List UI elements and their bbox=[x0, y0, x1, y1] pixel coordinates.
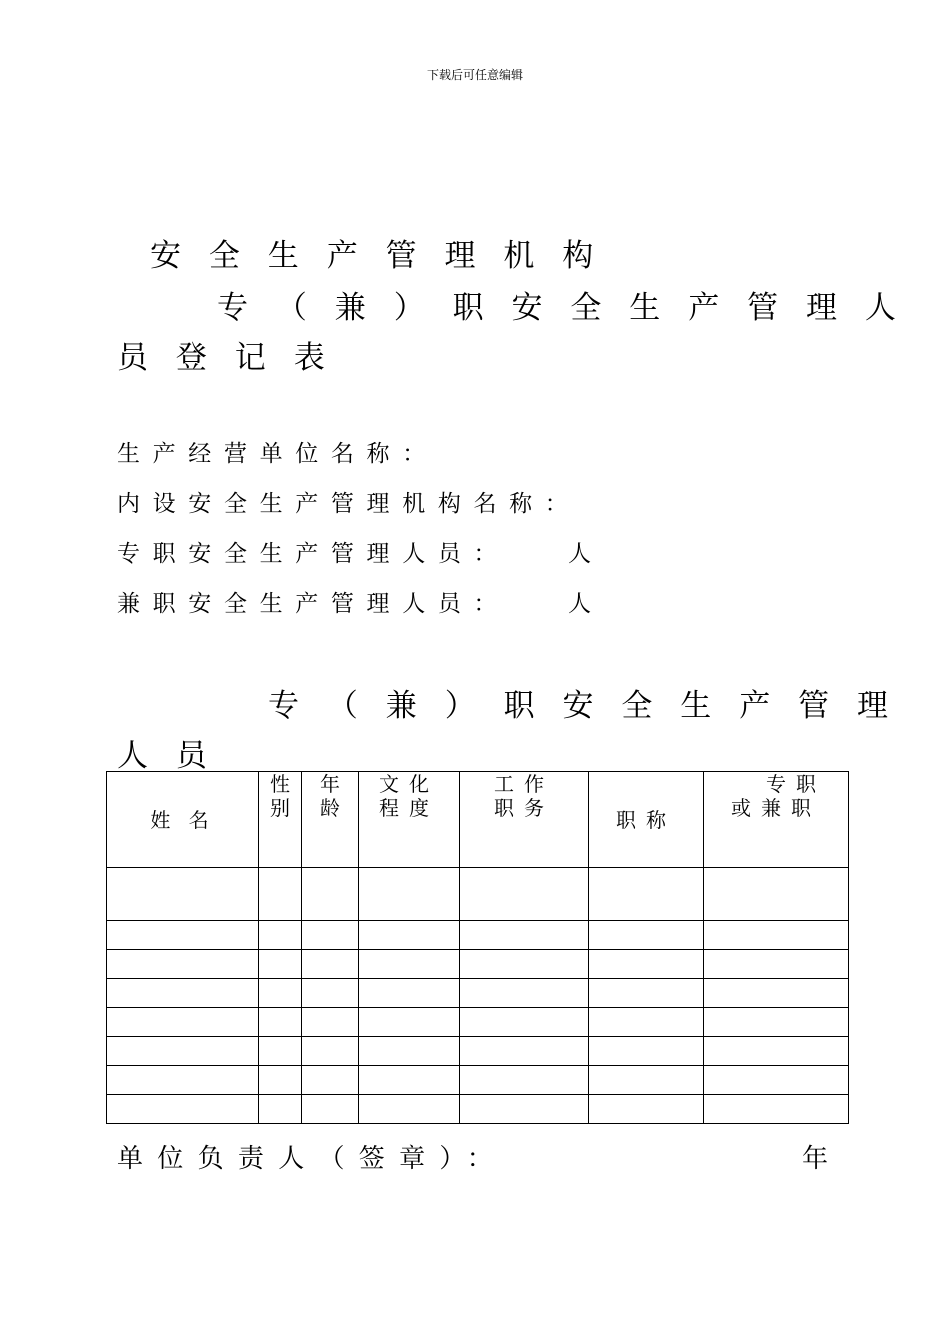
cell-age[interactable] bbox=[302, 1008, 359, 1037]
cell-name[interactable] bbox=[107, 868, 259, 921]
table-row bbox=[107, 868, 849, 921]
header-education bbox=[359, 772, 460, 868]
cell-education[interactable] bbox=[359, 979, 460, 1008]
cell-name[interactable] bbox=[107, 950, 259, 979]
cell-age[interactable] bbox=[302, 1037, 359, 1066]
table-row bbox=[107, 1008, 849, 1037]
title-line-2: 专（兼）职安全生产管理人 bbox=[217, 290, 924, 326]
cell-type[interactable] bbox=[704, 1037, 849, 1066]
company-name-label: 生产经营单位名称： bbox=[117, 441, 438, 467]
cell-title[interactable] bbox=[589, 868, 704, 921]
cell-position[interactable] bbox=[460, 921, 589, 950]
cell-type[interactable] bbox=[704, 921, 849, 950]
header-age-1: 年 bbox=[320, 772, 340, 796]
header-name-text: 姓 名 bbox=[150, 807, 215, 832]
cell-gender[interactable] bbox=[259, 921, 302, 950]
cell-position[interactable] bbox=[460, 1095, 589, 1124]
cell-title[interactable] bbox=[589, 950, 704, 979]
internal-org-label: 内设安全生产管理机构名称： bbox=[117, 491, 581, 517]
personnel-table bbox=[106, 771, 849, 1124]
cell-position[interactable] bbox=[460, 979, 589, 1008]
cell-type[interactable] bbox=[704, 868, 849, 921]
cell-education[interactable] bbox=[359, 950, 460, 979]
table-row bbox=[107, 1037, 849, 1066]
cell-age[interactable] bbox=[302, 979, 359, 1008]
title-line-3: 员登记表 bbox=[117, 340, 353, 376]
cell-name[interactable] bbox=[107, 1008, 259, 1037]
cell-education[interactable] bbox=[359, 868, 460, 921]
cell-gender[interactable] bbox=[259, 868, 302, 921]
header-gender-2: 别 bbox=[270, 796, 290, 820]
cell-gender[interactable] bbox=[259, 950, 302, 979]
cell-title[interactable] bbox=[589, 1037, 704, 1066]
table-row bbox=[107, 979, 849, 1008]
cell-type[interactable] bbox=[704, 1066, 849, 1095]
cell-position[interactable] bbox=[460, 950, 589, 979]
cell-age[interactable] bbox=[302, 868, 359, 921]
header-age-2: 龄 bbox=[320, 796, 340, 820]
parttime-unit: 人 bbox=[568, 591, 591, 617]
header-position-2: 职务 bbox=[494, 796, 554, 820]
cell-age[interactable] bbox=[302, 1095, 359, 1124]
cell-education[interactable] bbox=[359, 1037, 460, 1066]
cell-age[interactable] bbox=[302, 950, 359, 979]
header-gender-1: 性 bbox=[270, 772, 290, 796]
cell-gender[interactable] bbox=[259, 1066, 302, 1095]
header-education-1: 文化 bbox=[379, 772, 439, 796]
fulltime-unit: 人 bbox=[568, 541, 591, 567]
cell-name[interactable] bbox=[107, 1037, 259, 1066]
cell-title[interactable] bbox=[589, 1095, 704, 1124]
header-education-2: 程度 bbox=[379, 796, 439, 820]
cell-age[interactable] bbox=[302, 921, 359, 950]
header-age bbox=[302, 772, 359, 868]
cell-title[interactable] bbox=[589, 1066, 704, 1095]
header-type-2: 或兼职 bbox=[731, 796, 821, 820]
year-label: 年 bbox=[802, 1144, 829, 1174]
cell-title[interactable] bbox=[589, 979, 704, 1008]
header-title bbox=[589, 772, 704, 868]
table-row bbox=[107, 950, 849, 979]
cell-type[interactable] bbox=[704, 950, 849, 979]
cell-education[interactable] bbox=[359, 1066, 460, 1095]
section-title-line-2: 人员 bbox=[117, 738, 235, 774]
cell-education[interactable] bbox=[359, 1008, 460, 1037]
cell-education[interactable] bbox=[359, 921, 460, 950]
header-position bbox=[460, 772, 589, 868]
title-line-1: 安全生产管理机构 bbox=[150, 238, 622, 274]
cell-name[interactable] bbox=[107, 1095, 259, 1124]
cell-name[interactable] bbox=[107, 979, 259, 1008]
section-title-line-1: 专（兼）职安全生产管理 bbox=[268, 688, 916, 724]
header-title-text: 职称 bbox=[616, 807, 676, 832]
cell-type[interactable] bbox=[704, 1008, 849, 1037]
header-type bbox=[704, 772, 849, 868]
header-position-1: 工作 bbox=[494, 772, 554, 796]
header-type-1: 专职 bbox=[766, 772, 826, 796]
cell-age[interactable] bbox=[302, 1066, 359, 1095]
fulltime-staff-label: 专职安全生产管理人员： bbox=[117, 541, 510, 567]
table-row bbox=[107, 1095, 849, 1124]
cell-position[interactable] bbox=[460, 868, 589, 921]
parttime-staff-label: 兼职安全生产管理人员： bbox=[117, 591, 510, 617]
signature-label: 单位负责人（签章）： bbox=[117, 1144, 508, 1174]
cell-position[interactable] bbox=[460, 1037, 589, 1066]
cell-gender[interactable] bbox=[259, 979, 302, 1008]
table-row bbox=[107, 921, 849, 950]
cell-position[interactable] bbox=[460, 1008, 589, 1037]
cell-name[interactable] bbox=[107, 1066, 259, 1095]
cell-position[interactable] bbox=[460, 1066, 589, 1095]
cell-education[interactable] bbox=[359, 1095, 460, 1124]
cell-type[interactable] bbox=[704, 1095, 849, 1124]
header-note: 下载后可任意编辑 bbox=[426, 68, 523, 82]
cell-type[interactable] bbox=[704, 979, 849, 1008]
header-name bbox=[107, 772, 259, 868]
header-gender bbox=[259, 772, 302, 868]
cell-name[interactable] bbox=[107, 921, 259, 950]
cell-title[interactable] bbox=[589, 1008, 704, 1037]
cell-gender[interactable] bbox=[259, 1095, 302, 1124]
table-header-row bbox=[107, 772, 849, 868]
cell-title[interactable] bbox=[589, 921, 704, 950]
cell-gender[interactable] bbox=[259, 1037, 302, 1066]
table-row bbox=[107, 1066, 849, 1095]
cell-gender[interactable] bbox=[259, 1008, 302, 1037]
